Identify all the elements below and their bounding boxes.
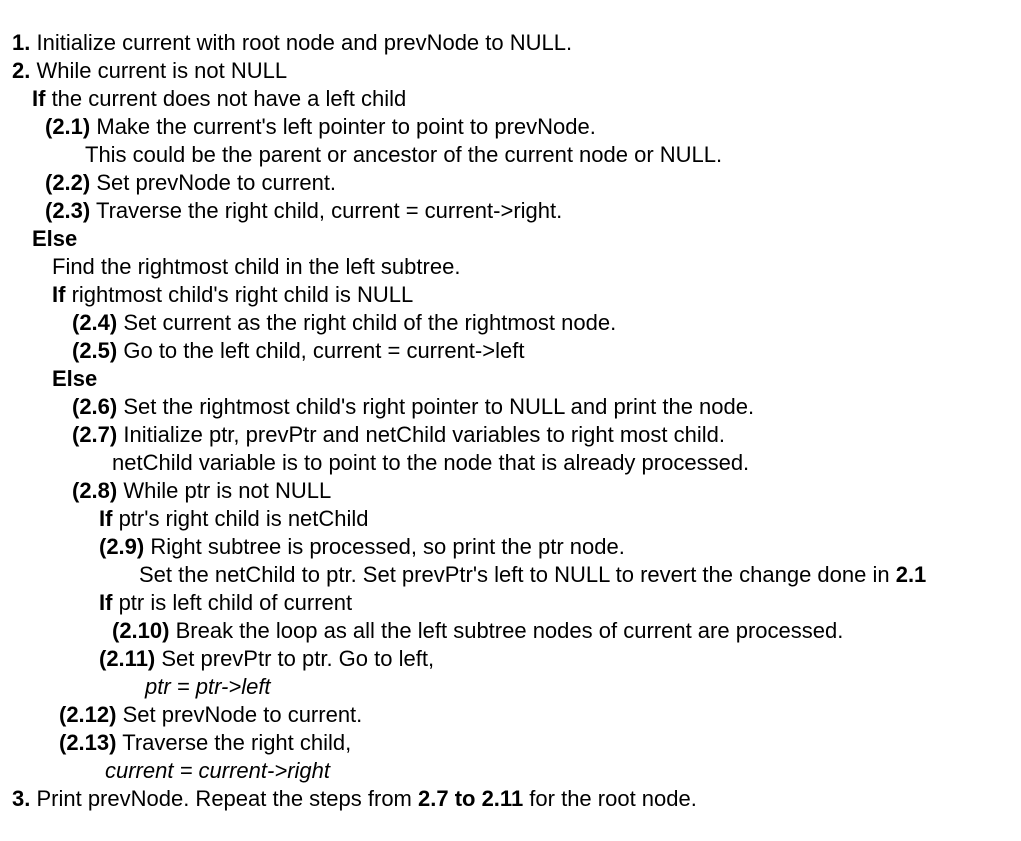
step-keyword: 1. <box>12 30 31 55</box>
step-text: Set the netChild to ptr. Set prevPtr's left to NULL to revert the change done in <box>139 562 896 587</box>
step-text: Set the rightmost child's right pointer to NULL and print the node. <box>117 394 755 419</box>
step-keyword: (2.1) <box>45 114 91 139</box>
step-keyword: (2.6) <box>72 394 118 419</box>
step-text: Make the current's left pointer to point to prevNode. <box>90 114 596 139</box>
code-expression: current = current->right <box>105 758 330 783</box>
algorithm-line <box>0 169 1021 197</box>
step-text: the current does not have a left child <box>45 86 407 111</box>
step-keyword: (2.7) <box>72 422 118 447</box>
step-keyword: If <box>52 282 66 307</box>
step-keyword: (2.11) <box>99 646 156 671</box>
algorithm-line <box>0 589 1021 617</box>
step-keyword: If <box>99 590 113 615</box>
algorithm-line <box>0 225 1021 253</box>
step-text: Initialize current with root node and prevNode to NULL. <box>30 30 573 55</box>
step-text: Go to the left child, current = current->left <box>117 338 525 363</box>
algorithm-line <box>0 113 1021 141</box>
algorithm-line <box>0 393 1021 421</box>
step-text: While ptr is not NULL <box>117 478 332 503</box>
algorithm-line <box>0 505 1021 533</box>
algorithm-line <box>0 785 1021 813</box>
step-text: netChild variable is to point to the node that is already processed. <box>112 450 750 475</box>
step-text: Set prevPtr to ptr. Go to left, <box>155 646 435 671</box>
step-keyword: (2.5) <box>72 338 118 363</box>
step-keyword: (2.9) <box>99 534 145 559</box>
step-text: Set prevNode to current. <box>90 170 337 195</box>
step-text: Set current as the right child of the rightmost node. <box>117 310 617 335</box>
algorithm-line <box>0 449 1021 477</box>
step-keyword: (2.3) <box>45 198 91 223</box>
algorithm-line <box>0 281 1021 309</box>
step-keyword: (2.10) <box>112 618 170 643</box>
step-text: Break the loop as all the left subtree nodes of current are processed. <box>169 618 844 643</box>
step-keyword: (2.2) <box>45 170 91 195</box>
algorithm-line <box>0 673 1021 701</box>
step-keyword: Else <box>32 226 78 251</box>
step-text: ptr is left child of current <box>112 590 353 615</box>
step-keyword: 2.7 to 2.11 <box>418 786 524 811</box>
step-keyword: (2.12) <box>59 702 117 727</box>
step-text: ptr's right child is netChild <box>112 506 369 531</box>
algorithm-line <box>0 365 1021 393</box>
step-keyword: If <box>99 506 113 531</box>
algorithm-line <box>0 57 1021 85</box>
step-keyword: (2.8) <box>72 478 118 503</box>
algorithm-line <box>0 253 1021 281</box>
algorithm-line <box>0 533 1021 561</box>
step-keyword: 2. <box>12 58 31 83</box>
step-text: Find the rightmost child in the left subtree. <box>52 254 461 279</box>
step-text: While current is not NULL <box>30 58 288 83</box>
step-keyword: 3. <box>12 786 31 811</box>
algorithm-line <box>0 701 1021 729</box>
algorithm-line <box>0 645 1021 673</box>
algorithm-line <box>0 477 1021 505</box>
algorithm-line <box>0 729 1021 757</box>
step-text: Print prevNode. Repeat the steps from <box>30 786 418 811</box>
step-text: Set prevNode to current. <box>116 702 363 727</box>
algorithm-line <box>0 337 1021 365</box>
step-text: Traverse the right child, <box>116 730 352 755</box>
step-keyword: 2.1 <box>895 562 927 587</box>
step-keyword: (2.13) <box>59 730 117 755</box>
step-keyword: Else <box>52 366 98 391</box>
step-keyword: (2.4) <box>72 310 118 335</box>
algorithm-line <box>0 309 1021 337</box>
step-text: rightmost child's right child is NULL <box>65 282 414 307</box>
step-text: Initialize ptr, prevPtr and netChild variables to right most child. <box>117 422 725 447</box>
algorithm-line <box>0 85 1021 113</box>
step-text: for the root node. <box>523 786 697 811</box>
algorithm-line <box>0 197 1021 225</box>
algorithm-line <box>0 141 1021 169</box>
algorithm-line <box>0 757 1021 785</box>
step-text: Traverse the right child, current = current->right. <box>90 198 563 223</box>
algorithm-line <box>0 29 1021 57</box>
algorithm-line <box>0 561 1021 589</box>
code-expression: ptr = ptr->left <box>145 674 271 699</box>
algorithm-line <box>0 617 1021 645</box>
algorithm-line <box>0 421 1021 449</box>
step-text: This could be the parent or ancestor of the current node or NULL. <box>85 142 723 167</box>
step-text: Right subtree is processed, so print the ptr node. <box>144 534 625 559</box>
step-keyword: If <box>32 86 46 111</box>
